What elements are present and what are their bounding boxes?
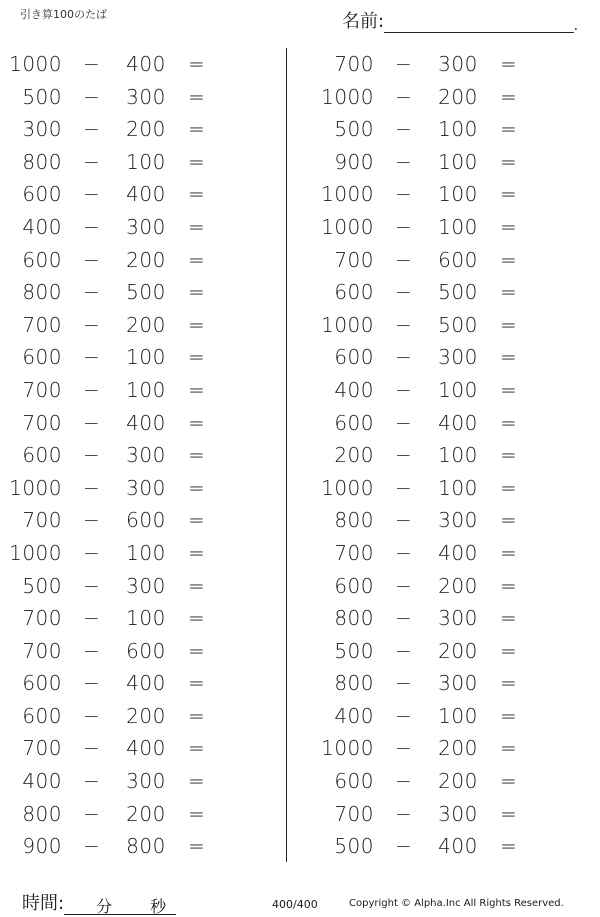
minus-sign: − <box>395 247 413 272</box>
minus-sign: − <box>395 52 413 76</box>
subtrahend: 200 <box>126 312 166 337</box>
minus-sign: − <box>83 443 101 468</box>
name-field <box>342 7 579 34</box>
minuend: 900 <box>22 834 62 859</box>
equals-sign: = <box>500 84 518 109</box>
problem-row <box>0 829 280 862</box>
minuend: 600 <box>22 182 62 207</box>
equals-sign: = <box>188 703 206 728</box>
minus-sign: − <box>83 149 101 174</box>
problem-row <box>0 47 280 80</box>
subtrahend: 200 <box>126 247 166 272</box>
equals-sign: = <box>188 377 206 402</box>
equals-sign: = <box>188 606 206 631</box>
subtrahend: 100 <box>126 149 166 174</box>
minus-sign: − <box>83 345 101 370</box>
minus-sign: − <box>83 475 101 500</box>
minuend: 400 <box>22 769 62 794</box>
minuend: 600 <box>334 280 374 305</box>
problem-row <box>312 275 592 308</box>
subtrahend: 600 <box>126 638 166 663</box>
subtrahend: 200 <box>438 638 478 663</box>
subtrahend: 400 <box>126 736 166 761</box>
minus-sign: − <box>83 312 101 337</box>
minuend: 900 <box>334 149 374 174</box>
problem-row <box>0 308 280 341</box>
minuend: 700 <box>22 312 62 337</box>
name-label: 名前: <box>342 11 385 32</box>
subtrahend: 300 <box>126 214 166 239</box>
minus-sign: − <box>395 214 413 239</box>
minuend: 700 <box>22 638 62 663</box>
minuend: 1000 <box>9 52 62 76</box>
minuend: 800 <box>22 801 62 826</box>
equals-sign: = <box>188 801 206 826</box>
minuend: 1000 <box>321 84 374 109</box>
minus-sign: − <box>395 703 413 728</box>
equals-sign: = <box>500 475 518 500</box>
subtrahend: 400 <box>438 540 478 565</box>
equals-sign: = <box>500 443 518 468</box>
problem-row <box>312 764 592 797</box>
equals-sign: = <box>500 540 518 565</box>
minuend: 800 <box>22 280 62 305</box>
minus-sign: − <box>83 573 101 598</box>
subtrahend: 300 <box>438 345 478 370</box>
subtrahend: 500 <box>126 280 166 305</box>
minus-sign: − <box>395 345 413 370</box>
minus-sign: − <box>83 769 101 794</box>
problem-row <box>312 373 592 406</box>
equals-sign: = <box>188 573 206 598</box>
problem-row <box>312 666 592 699</box>
subtrahend: 100 <box>438 443 478 468</box>
equals-sign: = <box>500 280 518 305</box>
equals-sign: = <box>188 117 206 142</box>
equals-sign: = <box>188 52 206 76</box>
equals-sign: = <box>500 345 518 370</box>
minus-sign: − <box>83 638 101 663</box>
minuend: 1000 <box>321 475 374 500</box>
equals-sign: = <box>188 736 206 761</box>
problem-row <box>312 406 592 439</box>
minus-sign: − <box>83 508 101 533</box>
problem-row <box>0 177 280 210</box>
equals-sign: = <box>188 769 206 794</box>
problem-row <box>0 406 280 439</box>
problem-row <box>312 536 592 569</box>
name-blank-line[interactable] <box>384 12 579 34</box>
subtrahend: 100 <box>126 606 166 631</box>
equals-sign: = <box>188 84 206 109</box>
problem-row <box>0 275 280 308</box>
minuend: 600 <box>22 247 62 272</box>
minuend: 600 <box>22 345 62 370</box>
subtrahend: 300 <box>126 84 166 109</box>
problem-row <box>0 601 280 634</box>
equals-sign: = <box>188 834 206 859</box>
subtrahend: 400 <box>126 671 166 696</box>
equals-sign: = <box>500 606 518 631</box>
subtrahend: 300 <box>126 573 166 598</box>
problem-row <box>0 731 280 764</box>
subtrahend: 500 <box>438 280 478 305</box>
equals-sign: = <box>188 508 206 533</box>
minus-sign: − <box>395 540 413 565</box>
minus-sign: − <box>395 377 413 402</box>
right-problem-column <box>312 47 592 862</box>
subtrahend: 400 <box>126 410 166 435</box>
equals-sign: = <box>188 475 206 500</box>
problem-row <box>312 210 592 243</box>
minuend: 400 <box>22 214 62 239</box>
subtrahend: 100 <box>126 345 166 370</box>
problem-row <box>312 145 592 178</box>
minus-sign: − <box>83 606 101 631</box>
problem-row <box>0 438 280 471</box>
minuend: 600 <box>22 671 62 696</box>
equals-sign: = <box>500 312 518 337</box>
minuend: 700 <box>334 247 374 272</box>
equals-sign: = <box>188 247 206 272</box>
minus-sign: − <box>395 638 413 663</box>
minus-sign: − <box>395 736 413 761</box>
minuend: 700 <box>334 52 374 76</box>
minutes-unit: 分 <box>96 897 113 916</box>
equals-sign: = <box>500 801 518 826</box>
minuend: 400 <box>334 377 374 402</box>
problem-row <box>0 80 280 113</box>
minuend: 700 <box>334 540 374 565</box>
subtrahend: 200 <box>126 801 166 826</box>
equals-sign: = <box>188 149 206 174</box>
problem-row <box>0 569 280 602</box>
minuend: 200 <box>334 443 374 468</box>
equals-sign: = <box>188 540 206 565</box>
minuend: 1000 <box>9 540 62 565</box>
minus-sign: − <box>395 443 413 468</box>
minus-sign: − <box>83 52 101 76</box>
subtrahend: 100 <box>438 377 478 402</box>
minus-sign: − <box>83 801 101 826</box>
problem-row <box>312 438 592 471</box>
subtrahend: 600 <box>126 508 166 533</box>
problem-row <box>312 731 592 764</box>
subtrahend: 100 <box>126 540 166 565</box>
problem-row <box>312 308 592 341</box>
subtrahend: 100 <box>438 703 478 728</box>
minus-sign: − <box>395 671 413 696</box>
problem-row <box>312 80 592 113</box>
minus-sign: − <box>83 214 101 239</box>
minus-sign: − <box>83 84 101 109</box>
problem-row <box>0 340 280 373</box>
subtrahend: 300 <box>438 508 478 533</box>
problem-row <box>312 471 592 504</box>
equals-sign: = <box>500 638 518 663</box>
subtrahend: 300 <box>438 606 478 631</box>
minuend: 800 <box>334 606 374 631</box>
subtrahend: 400 <box>438 834 478 859</box>
subtrahend: 400 <box>126 182 166 207</box>
minuend: 600 <box>334 573 374 598</box>
minuend: 800 <box>334 508 374 533</box>
minuend: 600 <box>334 345 374 370</box>
equals-sign: = <box>500 377 518 402</box>
minuend: 700 <box>22 736 62 761</box>
problem-row <box>312 340 592 373</box>
equals-sign: = <box>188 345 206 370</box>
problem-row <box>312 699 592 732</box>
equals-sign: = <box>500 52 518 76</box>
problem-row <box>0 536 280 569</box>
minus-sign: − <box>395 312 413 337</box>
seconds-unit: 秒 <box>150 897 167 916</box>
subtrahend: 400 <box>438 410 478 435</box>
equals-sign: = <box>188 214 206 239</box>
minuend: 1000 <box>321 214 374 239</box>
minuend: 500 <box>334 117 374 142</box>
subtrahend: 200 <box>438 573 478 598</box>
column-divider <box>286 48 287 862</box>
equals-sign: = <box>500 703 518 728</box>
problem-row <box>0 145 280 178</box>
minuend: 600 <box>334 769 374 794</box>
page-count: 400/400 <box>272 898 318 911</box>
problem-row <box>0 699 280 732</box>
minuend: 600 <box>22 703 62 728</box>
problem-row <box>0 797 280 830</box>
minuend: 1000 <box>321 736 374 761</box>
minus-sign: − <box>83 736 101 761</box>
problem-row <box>0 210 280 243</box>
minus-sign: − <box>395 606 413 631</box>
minus-sign: − <box>395 182 413 207</box>
subtrahend: 100 <box>438 117 478 142</box>
equals-sign: = <box>188 280 206 305</box>
problem-row <box>312 601 592 634</box>
subtrahend: 100 <box>438 214 478 239</box>
subtrahend: 300 <box>126 443 166 468</box>
subtrahend: 800 <box>126 834 166 859</box>
problem-row <box>312 503 592 536</box>
subtrahend: 200 <box>126 703 166 728</box>
minuend: 400 <box>334 703 374 728</box>
equals-sign: = <box>500 410 518 435</box>
minus-sign: − <box>83 117 101 142</box>
problem-row <box>0 764 280 797</box>
minuend: 700 <box>22 508 62 533</box>
minuend: 700 <box>22 606 62 631</box>
minus-sign: − <box>395 573 413 598</box>
subtrahend: 300 <box>438 52 478 76</box>
minus-sign: − <box>83 540 101 565</box>
minus-sign: − <box>83 280 101 305</box>
minus-sign: − <box>395 508 413 533</box>
subtrahend: 200 <box>438 736 478 761</box>
problem-row <box>0 112 280 145</box>
equals-sign: = <box>500 508 518 533</box>
problem-row <box>0 666 280 699</box>
subtrahend: 200 <box>438 84 478 109</box>
problem-row <box>312 112 592 145</box>
equals-sign: = <box>500 117 518 142</box>
problem-row <box>0 243 280 276</box>
worksheet-title: 引き算100のたば <box>20 8 107 21</box>
minus-sign: − <box>83 377 101 402</box>
minuend: 500 <box>22 84 62 109</box>
subtrahend: 500 <box>438 312 478 337</box>
equals-sign: = <box>500 736 518 761</box>
minuend: 800 <box>334 671 374 696</box>
equals-sign: = <box>500 247 518 272</box>
minus-sign: − <box>395 475 413 500</box>
minus-sign: − <box>395 410 413 435</box>
subtrahend: 300 <box>126 475 166 500</box>
equals-sign: = <box>500 182 518 207</box>
minuend: 600 <box>22 443 62 468</box>
time-field <box>22 889 176 915</box>
subtrahend: 400 <box>126 52 166 76</box>
name-end-dot: . <box>573 18 579 34</box>
problem-row <box>312 829 592 862</box>
problem-row <box>312 634 592 667</box>
minuend: 600 <box>334 410 374 435</box>
subtrahend: 200 <box>438 769 478 794</box>
problem-row <box>312 797 592 830</box>
minuend: 1000 <box>321 182 374 207</box>
equals-sign: = <box>188 410 206 435</box>
minuend: 500 <box>22 573 62 598</box>
minus-sign: − <box>83 247 101 272</box>
subtrahend: 100 <box>438 475 478 500</box>
minus-sign: − <box>83 182 101 207</box>
minuend: 500 <box>334 834 374 859</box>
subtrahend: 300 <box>126 769 166 794</box>
minus-sign: − <box>395 769 413 794</box>
subtrahend: 200 <box>126 117 166 142</box>
equals-sign: = <box>188 312 206 337</box>
equals-sign: = <box>500 671 518 696</box>
equals-sign: = <box>500 149 518 174</box>
time-label: 時間: <box>22 893 65 914</box>
minuend: 700 <box>22 410 62 435</box>
equals-sign: = <box>188 671 206 696</box>
minus-sign: − <box>395 834 413 859</box>
minuend: 1000 <box>9 475 62 500</box>
equals-sign: = <box>500 573 518 598</box>
equals-sign: = <box>188 638 206 663</box>
minus-sign: − <box>395 801 413 826</box>
problem-row <box>0 373 280 406</box>
subtrahend: 600 <box>438 247 478 272</box>
problem-row <box>312 243 592 276</box>
left-problem-column <box>0 47 280 862</box>
minus-sign: − <box>395 84 413 109</box>
equals-sign: = <box>500 769 518 794</box>
equals-sign: = <box>500 834 518 859</box>
minuend: 800 <box>22 149 62 174</box>
time-blank-line[interactable] <box>64 892 176 915</box>
minus-sign: − <box>83 410 101 435</box>
problem-row <box>0 471 280 504</box>
minuend: 1000 <box>321 312 374 337</box>
subtrahend: 100 <box>438 182 478 207</box>
minus-sign: − <box>83 703 101 728</box>
equals-sign: = <box>500 214 518 239</box>
subtrahend: 100 <box>438 149 478 174</box>
problem-row <box>312 177 592 210</box>
subtrahend: 100 <box>126 377 166 402</box>
minuend: 500 <box>334 638 374 663</box>
equals-sign: = <box>188 182 206 207</box>
minus-sign: − <box>395 117 413 142</box>
equals-sign: = <box>188 443 206 468</box>
minuend: 300 <box>22 117 62 142</box>
minus-sign: − <box>83 834 101 859</box>
minus-sign: − <box>395 280 413 305</box>
minuend: 700 <box>334 801 374 826</box>
problem-row <box>312 47 592 80</box>
minuend: 700 <box>22 377 62 402</box>
problem-row <box>0 503 280 536</box>
minus-sign: − <box>395 149 413 174</box>
problem-row <box>312 569 592 602</box>
copyright-notice: Copyright © Alpha.Inc All Rights Reserved. <box>349 898 564 909</box>
subtrahend: 300 <box>438 801 478 826</box>
minus-sign: − <box>83 671 101 696</box>
problem-row <box>0 634 280 667</box>
subtrahend: 300 <box>438 671 478 696</box>
